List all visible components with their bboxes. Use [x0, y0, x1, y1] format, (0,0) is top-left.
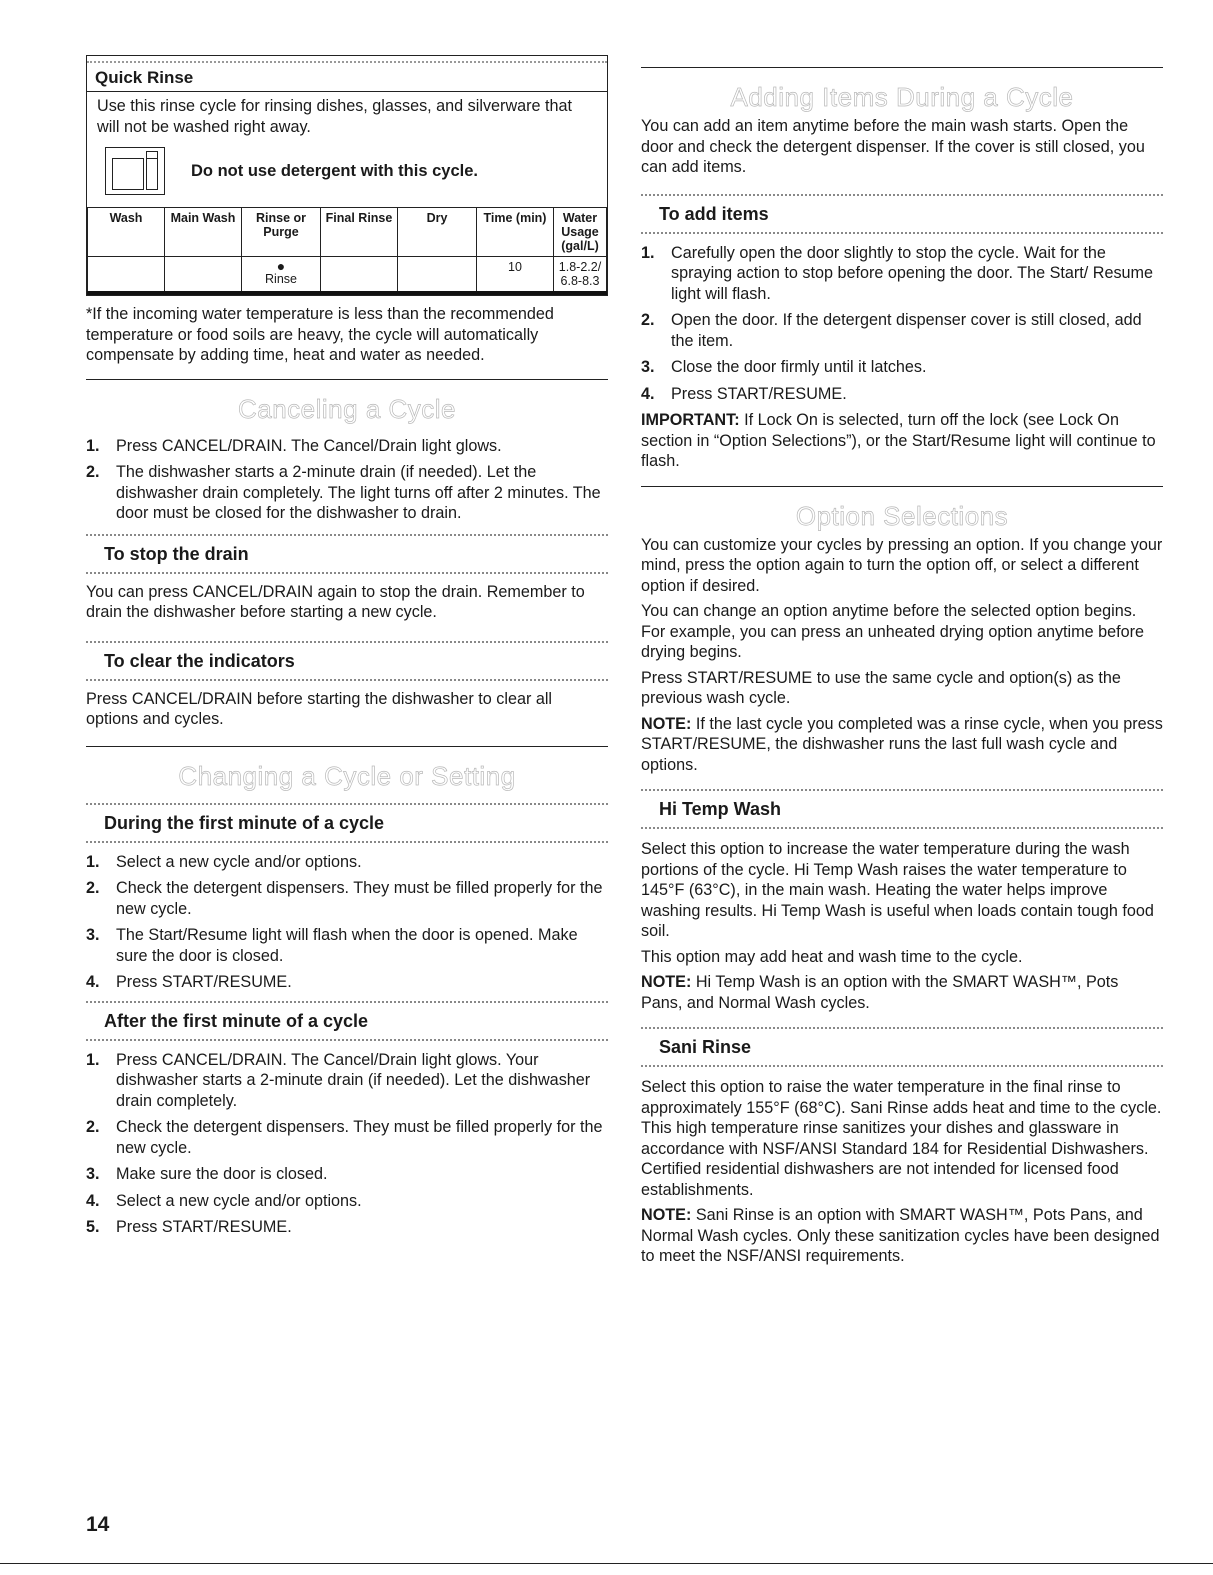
adding-section-title: Adding Items During a Cycle [730, 82, 1074, 112]
sani-rinse-paragraph: Select this option to raise the water temperature in the final rinse to approximately 155°F (68°C). Sani Rinse adds heat and time to the cycle. This high temperature rinse sanitizes your dishes and glassware in accordance with NSF/ANSI Standard 184 for Residential Dishwashers. Certified residential dishwashers are not intended for licensed food establishments. [641, 1078, 1162, 1199]
table-cell [398, 257, 477, 294]
dotted-divider [86, 572, 608, 574]
table-header-cell: Main Wash [165, 208, 242, 257]
hi-temp-note [641, 972, 1163, 1013]
first-minute-heading: During the first minute of a cycle [104, 812, 385, 833]
list-item [86, 972, 608, 993]
step-text: Press START/RESUME. [116, 1218, 292, 1236]
add-items-heading: To add items [659, 203, 769, 224]
dotted-divider [641, 232, 1163, 234]
clear-indicators-heading: To clear the indicators [104, 650, 295, 671]
quick-rinse-description: Use this rinse cycle for rinsing dishes, glasses, and silverware that will not be washed right away. [97, 97, 573, 136]
hi-temp-heading: Hi Temp Wash [659, 799, 782, 819]
page-number: 14 [86, 1513, 110, 1536]
table-cell [88, 257, 165, 294]
first-minute-steps [86, 852, 608, 993]
quick-rinse-box [86, 55, 608, 296]
step-number: 3. [86, 926, 100, 944]
table-cell-text: Rinse [265, 272, 297, 286]
canceling-steps [86, 436, 608, 524]
options-section-title: Option Selections [795, 500, 1009, 531]
divider [86, 379, 608, 380]
step-text: Press START/RESUME. [116, 973, 292, 991]
clear-indicators-text: Press CANCEL/DRAIN before starting the dishwasher to clear all options and cycles. [86, 689, 553, 728]
sani-rinse-heading: Sani Rinse [659, 1037, 752, 1057]
options-paragraph-1: You can customize your cycles by pressing an option. If you change your mind, press the option again to turn the option off, or select a different option if desired. [641, 535, 1163, 595]
step-number: 1. [86, 852, 100, 871]
step-text: The Start/Resume light will flash when the door is opened. Make sure the door is closed. [116, 926, 578, 965]
cycle-table-header [88, 208, 607, 257]
note-label: NOTE: [641, 714, 692, 733]
table-cell: 10 [477, 257, 554, 294]
adding-intro: You can add an item anytime before the main wash starts. Open the door and check the detergent dispenser. If the cover is still closed, you can add items. [641, 117, 1145, 176]
step-text: Make sure the door is closed. [116, 1165, 328, 1183]
step-number: 3. [86, 1165, 100, 1183]
dotted-divider [641, 1065, 1163, 1067]
step-text: Select a new cycle and/or options. [116, 1191, 362, 1210]
note-label: NOTE: [641, 973, 692, 991]
stop-drain-heading: To stop the drain [104, 543, 249, 564]
right-column [641, 55, 1163, 1267]
left-column [86, 55, 608, 1244]
after-minute-steps [86, 1050, 608, 1238]
list-item [86, 1191, 608, 1212]
step-text: Close the door firmly until it latches. [671, 358, 927, 376]
step-text: Open the door. If the detergent dispenser cover is still closed, add the item. [671, 311, 1142, 350]
step-text: Press START/RESUME. [671, 384, 847, 403]
quick-rinse-footnote: *If the incoming water temperature is less than the recommended temperature or food soils are heavy, the cycle will automatically compensate by adding time, heat and water as needed. [86, 305, 554, 364]
important-text: If Lock On is selected, turn off the lock (see Lock On section in “Option Selections”), or the Start/Resume light will continue to flash. [641, 411, 1156, 470]
step-text: The dishwasher starts a 2-minute drain (if needed). Let the dishwasher drain completely. The light turns off after 2 minutes. The door must be closed for the dishwasher to drain. [116, 463, 601, 522]
step-number: 2. [86, 463, 100, 481]
bullet-icon: ● [276, 258, 286, 274]
list-item [86, 1117, 608, 1158]
cycle-table [87, 207, 607, 295]
divider [641, 486, 1163, 487]
step-number: 2. [641, 311, 655, 329]
divider [641, 67, 1163, 68]
list-item [641, 357, 1163, 378]
note-text: Hi Temp Wash is an option with the SMART WASH™, Pots Pans, and Normal Wash cycles. [641, 973, 1119, 1012]
list-item [86, 1217, 608, 1238]
note-label: NOTE: [641, 1206, 692, 1224]
sani-rinse-note [641, 1205, 1163, 1267]
step-number: 2. [86, 879, 100, 897]
dotted-divider [86, 841, 608, 843]
important-label: IMPORTANT: [641, 411, 740, 429]
quick-rinse-header [87, 56, 607, 92]
hi-temp-paragraph-1: Select this option to increase the water temperature during the wash portions of the cycle. Hi Temp Wash raises the water temperature to 145°F (63°C), in the main wash. Heating the water helps improve washing results. Hi Temp Wash is useful when loads contain tough food soil. [641, 840, 1154, 940]
table-header-cell: Wash [88, 208, 165, 257]
table-cell-rinse [242, 257, 321, 294]
step-number: 4. [86, 973, 100, 991]
list-item [86, 852, 608, 873]
step-number: 1. [641, 243, 655, 262]
table-header-cell: Dry [398, 208, 477, 257]
step-number: 1. [86, 1050, 100, 1069]
list-item [86, 925, 608, 966]
table-row [88, 257, 607, 294]
step-text: Check the detergent dispensers. They must be filled properly for the new cycle. [116, 879, 603, 918]
table-header-cell: Final Rinse [321, 208, 398, 257]
table-header-cell: Water Usage (gal/L) [554, 208, 607, 257]
bottom-divider [0, 1563, 1213, 1564]
list-item [86, 878, 608, 919]
step-number: 2. [86, 1118, 100, 1136]
warning-text: Do not use detergent with this cycle. [191, 161, 478, 180]
quick-rinse-title: Quick Rinse [87, 56, 607, 92]
list-item [641, 384, 1163, 405]
list-item [86, 1164, 608, 1185]
dishwasher-icon [105, 147, 165, 195]
note-text: If the last cycle you completed was a rinse cycle, when you press START/RESUME, the dishwasher runs the last full wash cycle and options. [641, 714, 1163, 774]
step-number: 4. [86, 1191, 100, 1210]
options-note [641, 714, 1163, 776]
step-text: Check the detergent dispensers. They must be filled properly for the new cycle. [116, 1118, 603, 1157]
quick-rinse-warning [105, 147, 597, 195]
stop-drain-text: You can press CANCEL/DRAIN again to stop the drain. Remember to drain the dishwasher before starting a new cycle. [86, 582, 585, 621]
dotted-divider [86, 679, 608, 681]
step-number: 1. [86, 436, 100, 455]
options-paragraph-2: You can change an option anytime before the selected option begins. For example, you can press an unheated drying option anytime before drying begins. [641, 602, 1145, 661]
list-item [86, 462, 608, 524]
hi-temp-paragraph-2: This option may add heat and wash time to the cycle. [641, 947, 1023, 966]
table-cell [165, 257, 242, 294]
quick-rinse-body [87, 92, 607, 207]
table-header-cell: Rinse or Purge [242, 208, 321, 257]
step-text: Select a new cycle and/or options. [116, 852, 362, 871]
list-item [641, 243, 1163, 305]
after-minute-heading: After the first minute of a cycle [104, 1010, 369, 1031]
options-paragraph-3: Press START/RESUME to use the same cycle and option(s) as the previous wash cycle. [641, 668, 1121, 707]
table-header-cell: Time (min) [477, 208, 554, 257]
step-text: Press CANCEL/DRAIN. The Cancel/Drain light glows. [116, 436, 502, 455]
list-item [86, 1050, 608, 1112]
step-text: Press CANCEL/DRAIN. The Cancel/Drain light glows. Your dishwasher starts a 2-minute drain (if needed). Let the dishwasher drain completely. [116, 1050, 591, 1110]
dotted-divider [86, 1039, 608, 1041]
note-text: Sani Rinse is an option with SMART WASH™, Pots Pans, and Normal Wash cycles. Only these sanitization cycles have been designed to meet the NSF/ANSI requirements. [641, 1206, 1160, 1265]
table-cell [321, 257, 398, 294]
divider [86, 746, 608, 747]
list-item [641, 310, 1163, 351]
step-number: 4. [641, 384, 655, 403]
list-item [86, 436, 608, 457]
table-cell: 1.8-2.2/ 6.8-8.3 [554, 257, 607, 294]
step-number: 5. [86, 1218, 100, 1236]
dotted-divider [641, 827, 1163, 829]
step-text: Carefully open the door slightly to stop the cycle. Wait for the spraying action to stop before opening the door. The Start/ Resume light will flash. [671, 243, 1154, 303]
changing-section-title: Changing a Cycle or Setting [178, 760, 516, 791]
step-number: 3. [641, 358, 655, 376]
important-note [641, 410, 1163, 472]
add-items-steps [641, 243, 1163, 405]
canceling-section-title: Canceling a Cycle [237, 393, 457, 424]
